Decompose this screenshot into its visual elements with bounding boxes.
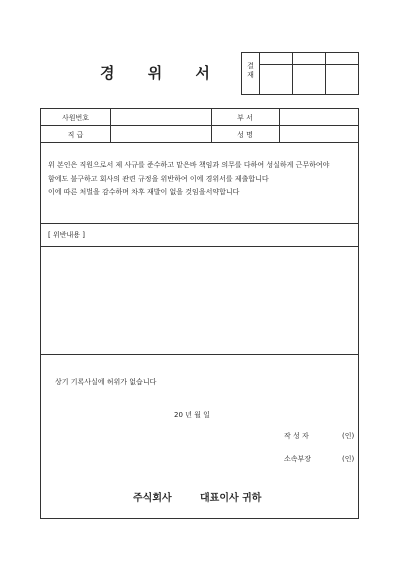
document-title: 경 위 서 bbox=[100, 64, 224, 82]
approval-label bbox=[242, 53, 260, 94]
manager-seal: (인) bbox=[342, 455, 355, 463]
form-frame bbox=[40, 108, 359, 519]
position-label: 직 급 bbox=[67, 131, 84, 139]
employee-no-label: 사원번호 bbox=[61, 114, 90, 122]
writer-label: 작 성 자 bbox=[284, 432, 309, 440]
company-name: 주식회사 bbox=[133, 493, 172, 504]
department-label: 부 서 bbox=[237, 114, 253, 122]
statement-line-1: 위 본인은 직원으로서 제 사규를 준수하고 맡은바 책임과 의무를 다하여 성실하게 근무하여야 bbox=[48, 161, 330, 169]
statement-text bbox=[48, 159, 329, 200]
addressee: 대표이사 귀하 bbox=[200, 493, 262, 504]
violation-label: [ 위반내용 ] bbox=[48, 231, 85, 239]
statement-line-2: 함에도 불구하고 회사의 관련 규정을 위반하여 이에 경위서를 제출합니다 bbox=[48, 174, 269, 183]
approval-box bbox=[241, 52, 359, 95]
confirmation-text: 상기 기록사실에 허위가 없습니다 bbox=[55, 378, 157, 386]
approval-label-text: 결 재 bbox=[247, 62, 254, 80]
statement-line-3: 이에 따른 처벌을 감수하며 차후 재발이 없을 것임을서약합니다 bbox=[48, 188, 240, 196]
manager-label: 소속부장 bbox=[284, 455, 312, 463]
writer-seal: (인) bbox=[342, 432, 355, 440]
name-label: 성 명 bbox=[237, 131, 253, 139]
approval-grid bbox=[260, 53, 358, 94]
date-line: 20 년 월 일 bbox=[174, 411, 210, 419]
